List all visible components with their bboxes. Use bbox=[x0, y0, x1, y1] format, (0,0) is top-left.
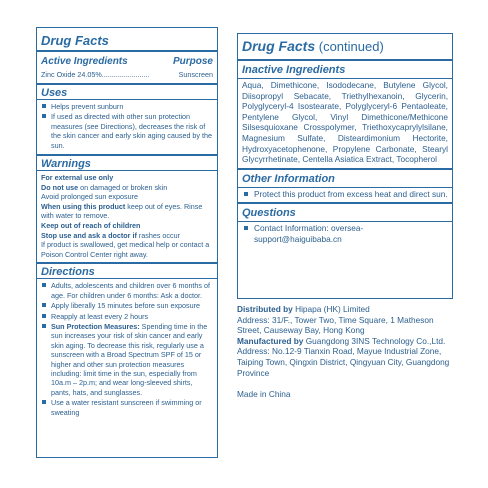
inactive-ingredients-heading: Inactive Ingredients bbox=[242, 64, 346, 76]
bullet-icon bbox=[42, 400, 46, 404]
uses-heading: Uses bbox=[41, 87, 68, 99]
warning-line: Avoid prolonged sun exposure bbox=[41, 192, 138, 202]
made-in-label: Made in China bbox=[237, 389, 291, 400]
warnings-heading: Warnings bbox=[41, 158, 91, 171]
list-item: Protect this product from excess heat and direct sun. bbox=[242, 189, 448, 200]
purpose-heading: Purpose bbox=[172, 56, 213, 67]
inactive-ingredients-text: Aqua, Dimethicone, Isododecane, Butylene Glycol, Diisopropyl Sebacate, Triethylhexanoin, Glycerin, Polyglyceryl-4 Isostearate, Polyglyceryl-6 Pentaoleate, Pentylene Glycol, Vinyl Dimethicone/Methicone Silsesquioxane Crosspolymer, Triethoxycaprylylsilane, Magnesium Sulfate, Disteardimonium Hectorite, Hydroxyacetophenone, Propylene Carbonate, Stearyl Glycyrrhetinate, Centella Asiatica Extract, Tocopherol bbox=[242, 80, 448, 165]
warning-line: When using this product keep out of eyes. Rinse with water to remove. bbox=[41, 201, 203, 221]
list-item: Reapply at least every 2 hours bbox=[41, 312, 213, 321]
warning-line: Keep out of reach of children bbox=[41, 221, 141, 230]
list-item: Sun Protection Measures: Spending time in the sun increases your risk of skin cancer and early skin aging. To decrease this risk, regularly use a sunscreen with a Broad Spectrum SPF of 15 or higher and other sun protection measures including: limit time in the sun, especially from 10a.m – 2p.m; and wear long-sleeved shirts, pants, hats, and sunglasses. bbox=[41, 322, 213, 397]
active-ingredients-header bbox=[37, 52, 217, 68]
questions-heading: Questions bbox=[242, 207, 296, 220]
warning-line: Do not use on damaged or broken skin bbox=[41, 182, 168, 192]
bullet-icon bbox=[42, 324, 46, 328]
drug-facts-continued-title: Drug Facts (continued) bbox=[242, 38, 384, 54]
questions-list bbox=[238, 222, 452, 247]
directions-heading: Directions bbox=[41, 266, 95, 279]
bullet-icon bbox=[42, 314, 46, 318]
manufacturer-address: Address: No.12-9 Tianxin Road, Mayue Industrial Zone, Taiping Town, Qingxin District, Qingyuan City, Guangdong Province bbox=[237, 346, 450, 378]
warning-line: For external use only bbox=[41, 173, 114, 183]
warnings-body bbox=[37, 171, 217, 262]
leader-dots: ........................ bbox=[101, 70, 150, 79]
bullet-icon bbox=[244, 226, 248, 230]
warning-line: If product is swallowed, get medical help or contact a Poison Control Center right away. bbox=[41, 240, 210, 259]
bullet-icon bbox=[42, 114, 46, 118]
drug-facts-title: Drug Facts bbox=[41, 33, 109, 48]
bullet-icon bbox=[244, 192, 248, 196]
other-information-heading: Other Information bbox=[242, 172, 335, 185]
drug-facts-continued-panel bbox=[237, 33, 453, 299]
active-ingredient-row bbox=[37, 68, 217, 83]
active-ingredient: Zinc Oxide 24.05% bbox=[41, 70, 102, 79]
bullet-icon bbox=[42, 303, 46, 307]
drug-facts-panel bbox=[36, 27, 218, 458]
manufacturer-line: Manufactured by Guangdong 3INS Technology Co.,Ltd. bbox=[237, 335, 446, 346]
bullet-icon bbox=[42, 104, 46, 108]
purpose-value: Sunscreen bbox=[178, 70, 213, 79]
directions-list bbox=[37, 279, 217, 421]
distributor-line: Distributed by Hipapa (HK) Limited bbox=[237, 304, 370, 314]
list-item: If used as directed with other sun protection measures (see Directions), decreases the risk of the skin cancer and early skin aging caused by the sun. bbox=[41, 112, 213, 150]
warning-line: Stop use and ask a doctor if rashes occur bbox=[41, 230, 181, 240]
other-information-list bbox=[238, 188, 452, 203]
distributor-address: Address: 31/F., Tower Two, Time Square, 1 Matheson Street, Causeway Bay, Hong Kong bbox=[237, 314, 434, 336]
uses-list bbox=[37, 100, 217, 154]
list-item: Contact Information: oversea-support@haiguibaba.cn bbox=[242, 223, 448, 244]
list-item: Use a water resistant sunscreen if swimming or sweating bbox=[41, 398, 213, 417]
distribution-info bbox=[237, 304, 455, 400]
bullet-icon bbox=[42, 283, 46, 287]
list-item: Apply liberally 15 minutes before sun exposure bbox=[41, 301, 213, 310]
list-item: Adults, adolescents and children over 6 months of age. For children under 6 months: Ask a doctor. bbox=[41, 281, 213, 300]
active-ingredients-heading: Active Ingredients bbox=[41, 56, 128, 67]
list-item: Helps prevent sunburn bbox=[41, 102, 213, 111]
